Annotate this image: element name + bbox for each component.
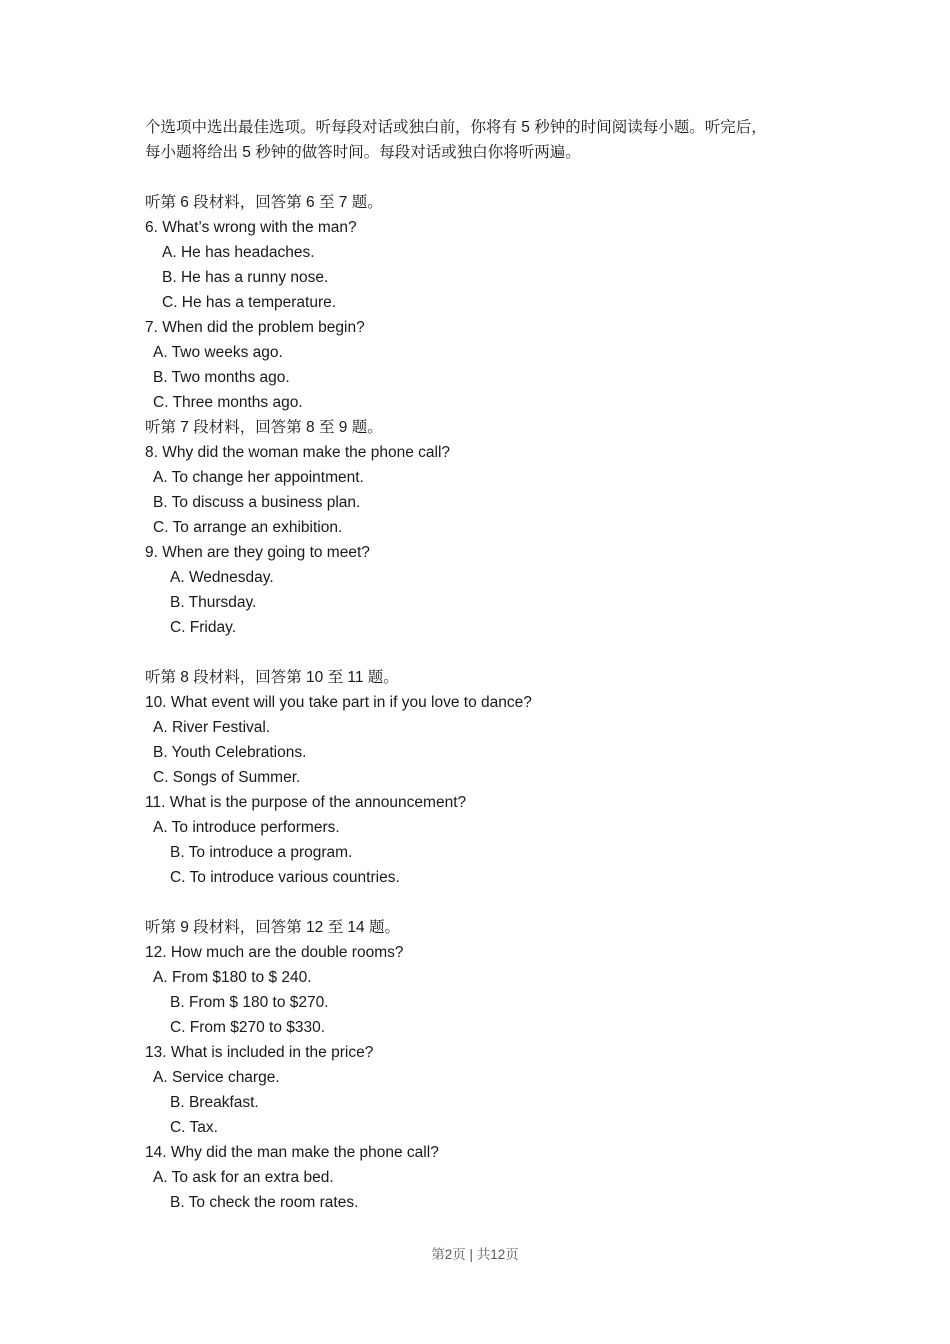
- document-line: A. River Festival.: [153, 719, 271, 736]
- document-line: A. From $180 to $ 240.: [153, 969, 312, 986]
- document-line: 12. How much are the double rooms?: [145, 944, 404, 961]
- document-line: A. To ask for an extra bed.: [153, 1169, 334, 1186]
- document-line: A. Service charge.: [153, 1069, 280, 1086]
- document-line: 听第 7 段材料，回答第 8 至 9 题。: [145, 419, 383, 436]
- document-body: [145, 115, 860, 1215]
- document-line: C. Three months ago.: [153, 394, 303, 411]
- document-line: 6. What’s wrong with the man?: [145, 219, 357, 236]
- document-line: C. He has a temperature.: [162, 294, 337, 311]
- document-line: 7. When did the problem begin?: [145, 319, 365, 336]
- document-line: 听第 9 段材料，回答第 12 至 14 题。: [145, 919, 400, 936]
- document-line: 9. When are they going to meet?: [145, 544, 370, 561]
- document-line: 听第 6 段材料，回答第 6 至 7 题。: [145, 194, 383, 211]
- document-line: B. To introduce a program.: [170, 844, 353, 861]
- document-line: 13. What is included in the price?: [145, 1044, 374, 1061]
- document-line: A. He has headaches.: [162, 244, 315, 261]
- document-line: A. Wednesday.: [170, 569, 274, 586]
- document-line: B. From $ 180 to $270.: [170, 994, 329, 1011]
- document-line: A. To introduce performers.: [153, 819, 340, 836]
- document-line: C. To arrange an exhibition.: [153, 519, 343, 536]
- document-line: 14. Why did the man make the phone call?: [145, 1144, 439, 1161]
- document-line: 8. Why did the woman make the phone call?: [145, 444, 451, 461]
- document-line: B. Thursday.: [170, 594, 257, 611]
- document-line: B. He has a runny nose.: [162, 269, 329, 286]
- document-line: B. To check the room rates.: [170, 1194, 359, 1211]
- document-line: A. To change her appointment.: [153, 469, 364, 486]
- document-line: B. Two months ago.: [153, 369, 290, 386]
- document-line: C. From $270 to $330.: [170, 1019, 326, 1036]
- document-line: B. Breakfast.: [170, 1094, 259, 1111]
- document-line: A. Two weeks ago.: [153, 344, 283, 361]
- document-line: C. To introduce various countries.: [170, 869, 400, 886]
- document-line: 听第 8 段材料，回答第 10 至 11 题。: [145, 669, 399, 686]
- document-line: 每小题将给出 5 秒钟的做答时间。每段对话或独白你将听两遍。: [145, 144, 581, 161]
- document-line: C. Songs of Summer.: [153, 769, 301, 786]
- document-line: 个选项中选出最佳选项。听每段对话或独白前，你将有 5 秒钟的时间阅读每小题。听完后，: [145, 119, 767, 136]
- document-line: 10. What event will you take part in if you love to dance?: [145, 694, 532, 711]
- document-line: B. To discuss a business plan.: [153, 494, 361, 511]
- document-line: B. Youth Celebrations.: [153, 744, 307, 761]
- page-footer: 第2页 | 共12页: [431, 1247, 519, 1262]
- document-line: 11. What is the purpose of the announcement?: [145, 794, 467, 811]
- document-line: C. Friday.: [170, 619, 237, 636]
- document-line: C. Tax.: [170, 1119, 218, 1136]
